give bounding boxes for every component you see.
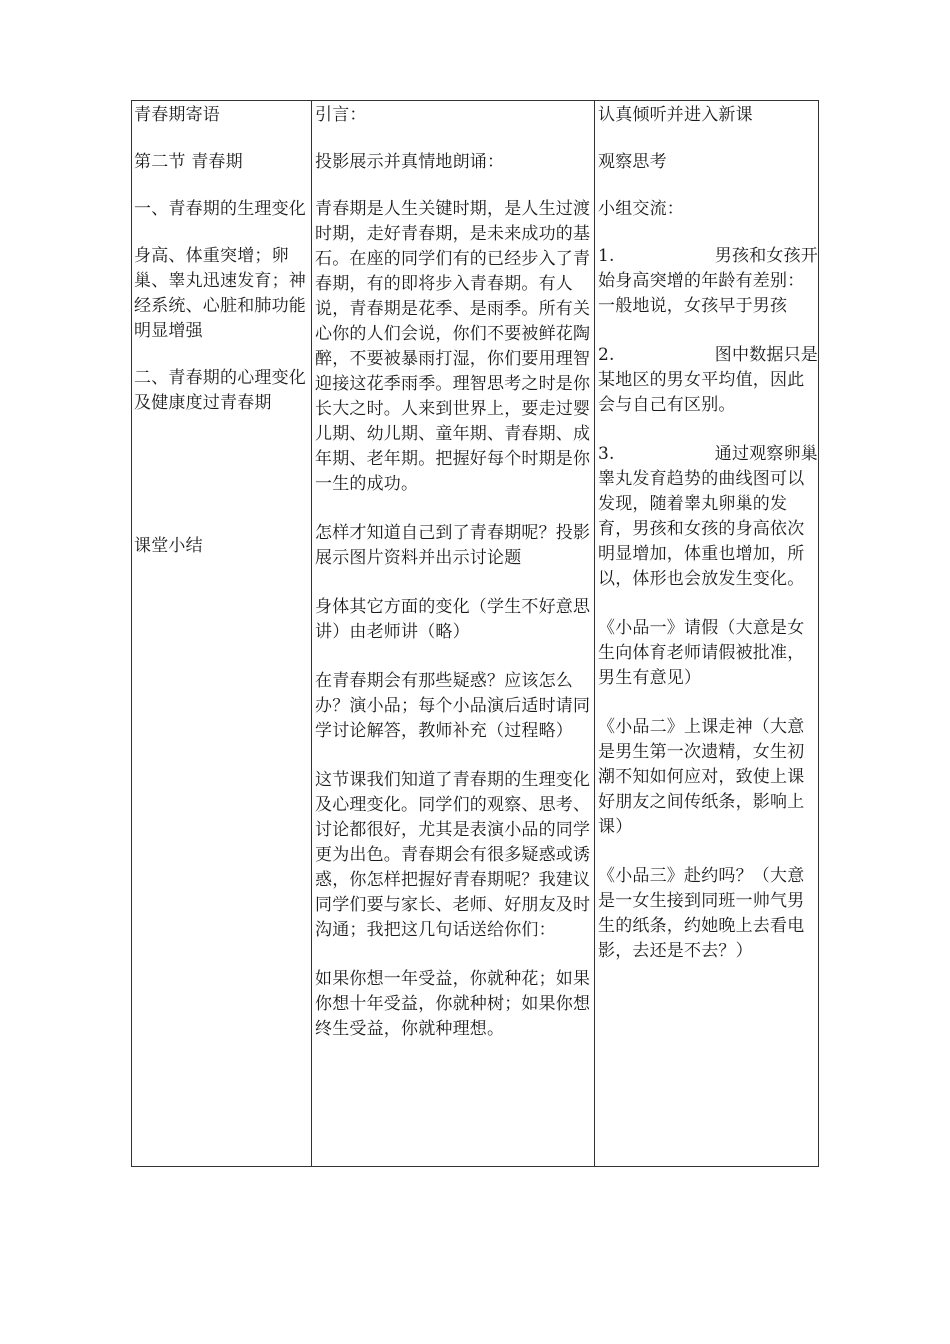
recital-text: 青春期是人生关键时期，是人生过渡时期，走好青春期，是未来成功的基石。在座的同学们有的已经步入了青春期，有的即将步入青春期。有人说，青春期是花季、是雨季。所有关心你的人们会说，你们不要被鲜花陶醉，不要被暴雨打湿，你们要用理智迎接这花季雨季。理智思考之时是你长大之时。人来到世界上，要走过婴儿期、幼儿期、童年期、青春期、成年期、老年期。把握好每个时期是你一生的成功。 xyxy=(315,199,591,494)
group-label: 小组交流： xyxy=(598,199,684,219)
closing-quote: 如果你想一年受益，你就种花；如果你想十年受益，你就种树；如果你想终生受益，你就种理想。 xyxy=(315,969,591,1039)
skit-2-text: 《小品二》上课走神（大意是男生第一次遗精，女生初潮不知如何应对，致使上课好朋友之间传纸条，影响上课） xyxy=(598,717,805,837)
intro-label: 引言： xyxy=(315,105,367,125)
listen-text: 认真倾听并进入新课 xyxy=(598,105,753,125)
other-changes-text: 身体其它方面的变化（学生不好意思讲）由老师讲（略） xyxy=(315,597,591,642)
point-1-number: 1. xyxy=(598,246,615,266)
column-teacher xyxy=(312,101,595,1166)
point-2-lead: 图中数据只是 xyxy=(714,345,818,365)
point-1-text: 始身高突增的年龄有差别：一般地说，女孩早于男孩 xyxy=(598,271,805,316)
section-title: 第二节 青春期 xyxy=(134,152,243,172)
skit-1-text: 《小品一》请假（大意是女生向体育老师请假被批准，男生有意见） xyxy=(598,618,805,688)
point-3-number: 3. xyxy=(598,444,615,464)
summary-text: 这节课我们知道了青春期的生理变化及心理变化。同学们的观察、思考、讨论都很好，尤其是表演小品的同学更为出色。青春期会有很多疑惑或诱惑，你怎样把握好青春期呢？我建议同学们要与家长、老师、好朋友及时沟通；我把这几句话送给你们： xyxy=(315,770,591,940)
point-2-first-line xyxy=(598,343,818,368)
physiology-text: 身高、体重突增；卵巢、睾丸迅速发育；神经系统、心脏和肺功能明显增强 xyxy=(134,246,306,341)
point-2-number: 2. xyxy=(598,345,615,365)
point-1-lead: 男孩和女孩开 xyxy=(714,246,818,266)
physiology-heading: 一、青春期的生理变化 xyxy=(134,199,306,219)
recital-instruction: 投影展示并真情地朗诵： xyxy=(315,152,505,172)
lesson-table xyxy=(131,100,819,1167)
point-2-text: 某地区的男女平均值，因此会与自己有区别。 xyxy=(598,370,805,415)
summary-heading: 课堂小结 xyxy=(134,536,203,556)
observe-text: 观察思考 xyxy=(598,152,667,172)
column-student xyxy=(595,101,818,1166)
question-text: 怎样才知道自己到了青春期呢？投影展示图片资料并出示讨论题 xyxy=(315,523,591,568)
skit-instruction: 在青春期会有那些疑惑？应该怎么办？演小品；每个小品演后适时请同学讨论解答，教师补充（过程略） xyxy=(315,671,591,741)
heading-preface: 青春期寄语 xyxy=(134,105,220,125)
column-content xyxy=(132,101,312,1166)
point-1-first-line xyxy=(598,244,818,269)
psychology-heading: 二、青春期的心理变化及健康度过青春期 xyxy=(134,368,306,413)
point-3-first-line xyxy=(598,442,818,467)
skit-3-text: 《小品三》赴约吗？（大意是一女生接到同班一帅气男生的纸条，约她晚上去看电影，去还是不去？） xyxy=(598,866,805,961)
point-3-text: 睾丸发育趋势的曲线图可以发现，随着睾丸卵巢的发育，男孩和女孩的身高依次明显增加，体重也增加，所以，体形也会放发生变化。 xyxy=(598,469,805,589)
point-3-lead: 通过观察卵巢 xyxy=(714,444,818,464)
